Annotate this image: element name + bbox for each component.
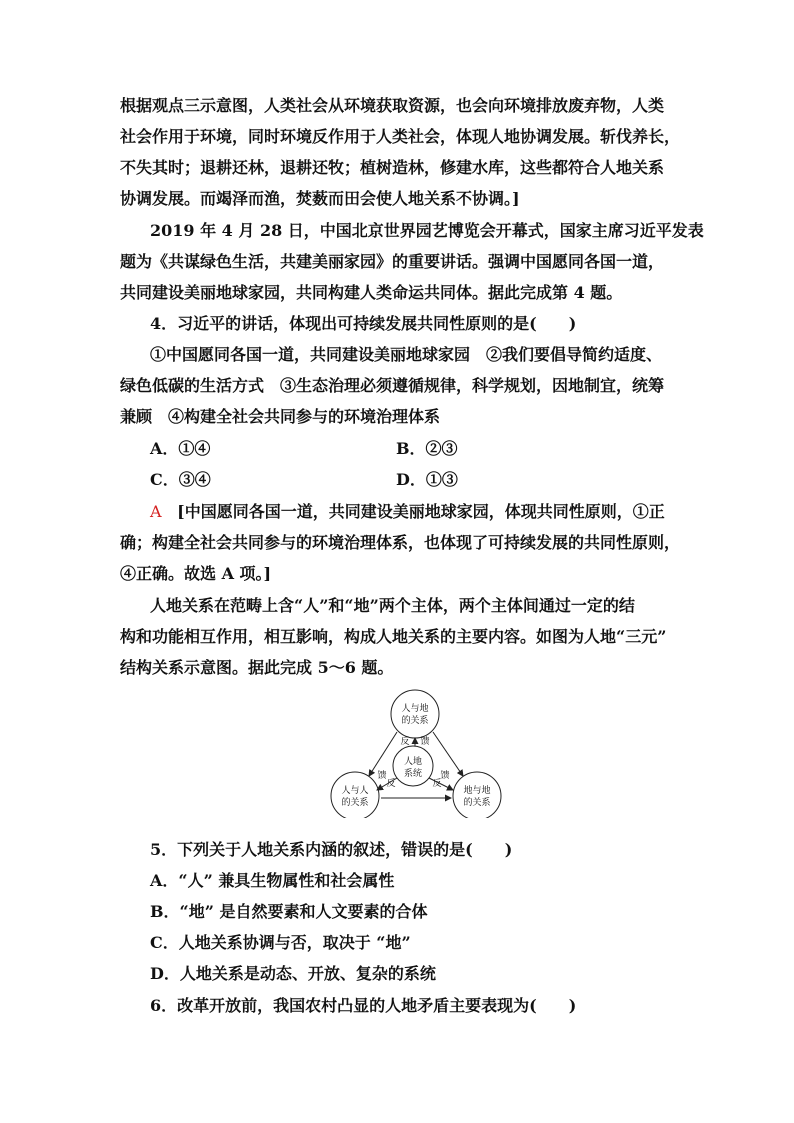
q4-answer-line-3: ④正确。故选 A 项。] bbox=[120, 564, 272, 583]
q5-option-c: C．人地关系协调与否，取决于 “地” bbox=[150, 933, 411, 952]
feedback-label-1: 反 bbox=[400, 737, 410, 747]
feedback-label-5: 馈 bbox=[440, 771, 450, 781]
feedback-label-6: 反 bbox=[432, 779, 442, 789]
feedback-label-3: 馈 bbox=[377, 771, 387, 781]
node-left-label-2: 的关系 bbox=[341, 798, 369, 808]
node-top-circle bbox=[391, 690, 439, 738]
q4-statement-3: 兼顾 ④构建全社会共同参与的环境治理体系 bbox=[120, 407, 441, 426]
q4-option-d: D．①③ bbox=[396, 470, 458, 489]
human-land-diagram bbox=[325, 686, 505, 818]
q5-option-d: D．人地关系是动态、开放、复杂的系统 bbox=[150, 964, 436, 983]
q4-answer-letter: A bbox=[150, 502, 162, 521]
node-left-label-1: 人与人 bbox=[341, 786, 369, 796]
arrow-top-right bbox=[433, 732, 463, 776]
feedback-label-4: 反 bbox=[386, 779, 396, 789]
para1-line-1: 根据观点三示意图，人类社会从环境获取资源，也会向环境排放废弃物，人类 bbox=[120, 96, 665, 115]
para1-line-2: 社会作用于环境，同时环境反作用于人类社会，体现人地协调发展。斩伐养长， bbox=[120, 127, 681, 146]
para2-line-1: 2019 年 4 月 28 日，中国北京世界园艺博览会开幕式，国家主席习近平发表 bbox=[150, 221, 704, 240]
node-center-label-1: 人地 bbox=[403, 757, 423, 767]
q4-answer-line-2: 确；构建全社会共同参与的环境治理体系，也体现了可持续发展的共同性原则， bbox=[120, 533, 681, 552]
para1-line-4: 协调发展。而竭泽而渔，焚薮而田会使人地关系不协调。] bbox=[120, 189, 520, 208]
node-top-label-2: 的关系 bbox=[401, 716, 429, 726]
q4-option-a: A．①④ bbox=[150, 439, 211, 458]
para2-line-2: 题为《共谋绿色生活，共建美丽家园》的重要讲话。强调中国愿同各国一道， bbox=[120, 252, 665, 271]
q4-option-b: B．②③ bbox=[396, 439, 458, 458]
feedback-label-2: 馈 bbox=[420, 737, 430, 747]
q4-statement-2: 绿色低碳的生活方式 ③生态治理必须遵循规律，科学规划，因地制宜，统筹 bbox=[120, 376, 665, 395]
node-right-label-2: 的关系 bbox=[463, 798, 491, 808]
q4-option-c: C．③④ bbox=[150, 470, 211, 489]
q5-option-b: B．“地” 是自然要素和人文要素的合体 bbox=[150, 902, 428, 921]
q5-option-a: A．“人” 兼具生物属性和社会属性 bbox=[150, 871, 395, 890]
para3-line-2: 构和功能相互作用，相互影响，构成人地关系的主要内容。如图为人地“三元” bbox=[120, 627, 667, 646]
q4-statement-1: ①中国愿同各国一道，共同建设美丽地球家园 ②我们要倡导简约适度、 bbox=[150, 345, 663, 364]
node-right-label-1: 地与地 bbox=[463, 786, 491, 796]
para2-line-3: 共同建设美丽地球家园，共同构建人类命运共同体。据此完成第 4 题。 bbox=[120, 283, 623, 302]
para3-line-3: 结构关系示意图。据此完成 5～6 题。 bbox=[120, 658, 394, 677]
q4-answer-text: [中国愿同各国一道，共同建设美丽地球家园，体现共同性原则，①正 bbox=[177, 502, 665, 521]
para3-line-1: 人地关系在范畴上含“人”和“地”两个主体，两个主体间通过一定的结 bbox=[150, 596, 635, 615]
q4-answer-line-1 bbox=[150, 502, 665, 522]
q5-stem: 5．下列关于人地关系内涵的叙述，错误的是( ) bbox=[150, 840, 513, 859]
q4-stem: 4．习近平的讲话，体现出可持续发展共同性原则的是( ) bbox=[150, 314, 577, 333]
para1-line-3: 不失其时；退耕还林，退耕还牧；植树造林，修建水库，这些都符合人地关系 bbox=[120, 158, 665, 177]
q6-stem: 6．改革开放前，我国农村凸显的人地矛盾主要表现为( ) bbox=[150, 996, 577, 1015]
node-center-label-2: 系统 bbox=[403, 769, 423, 779]
node-top-label-1: 人与地 bbox=[401, 704, 429, 714]
